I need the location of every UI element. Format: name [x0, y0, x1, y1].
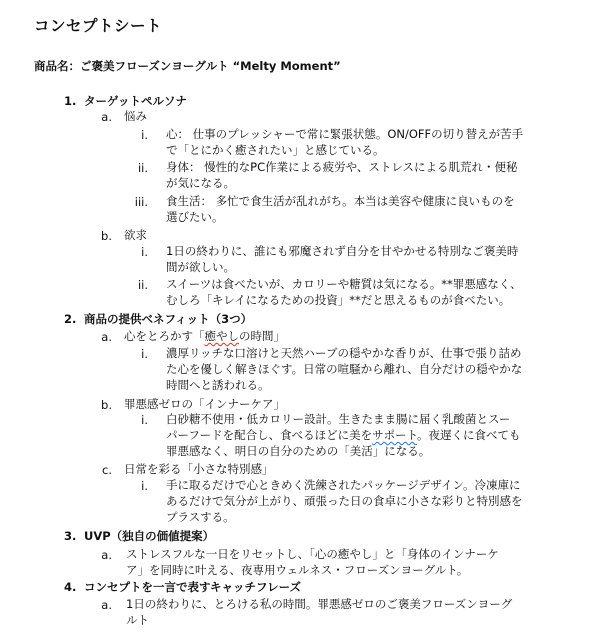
list-item-text: 時間へと誘われる。 — [166, 378, 270, 392]
list-item-text: ア」を同時に叶える、夜専用ウェルネス・フローズンヨーグルト。 — [126, 563, 469, 577]
list-marker: a. — [101, 330, 112, 344]
list-item-text: 心： 仕事のプレッシャーで常に緊張状態。ON/OFFの切り替えが苦手 — [166, 127, 524, 141]
text-run: 。夜遅くに食べても — [417, 428, 521, 442]
list-item-text: 食生活： 多忙で食生活が乱れがち。本当は美容や健康に良いものを — [166, 194, 515, 208]
section-number: 2. — [64, 312, 77, 326]
product-name-line: 商品名：ご褒美フローズンヨーグルト “Melty Moment” — [34, 59, 341, 73]
list-marker: c. — [102, 463, 112, 477]
section-title: コンセプトを一言で表すキャッチフレーズ — [84, 580, 302, 594]
subheading-benefit-inner-care: 罪悪感ゼロの「インナーケア」 — [124, 397, 285, 411]
list-item-text: 手に取るだけで心ときめく洗練されたパッケージデザイン。冷凍庫に — [166, 478, 521, 492]
list-marker: i. — [141, 479, 148, 493]
list-item-text: が気になる。 — [166, 176, 235, 190]
section-title: ターゲットペルソナ — [84, 94, 188, 108]
subheading-benefit-healing — [124, 327, 285, 345]
subheading-desires: 欲求 — [124, 228, 147, 242]
grammar-underlined-word[interactable]: サポート — [372, 428, 418, 442]
section-number: 3. — [64, 529, 77, 543]
list-item-text: 罪悪感なく、明日の自分のための「美活」になる。 — [166, 444, 431, 458]
list-item-text: た心を優しく解きほぐす。日常の喧騒から離れ、自分だけの穏やかな — [166, 362, 523, 376]
subheading-text: の時間」 — [239, 329, 285, 343]
section-4-heading — [64, 579, 301, 595]
list-marker: a. — [101, 110, 112, 124]
list-marker: ii. — [137, 278, 148, 292]
list-marker: i. — [141, 413, 148, 427]
subheading-text: 心をとろかす「 — [124, 329, 205, 343]
section-title: 商品の提供ベネフィット（3つ） — [84, 312, 253, 326]
subheading-worries: 悩み — [124, 109, 147, 123]
list-item-text: 濃厚リッチな口溶けと天然ハーブの穏やかな香りが、仕事で張り詰め — [166, 346, 522, 360]
text-run: パーフードを配合し、食べるほどに美を — [166, 428, 373, 442]
section-2-heading — [64, 311, 252, 327]
list-item-text: ルト — [126, 613, 149, 627]
list-item-text: プラスする。 — [166, 510, 235, 524]
list-item-text: ストレスフルな一日をリセットし、「心の癒やし」と「身体のインナーケ — [126, 547, 499, 561]
section-number: 1. — [64, 94, 77, 108]
list-marker: i. — [141, 245, 148, 259]
list-item-text: あるだけで気分が上がり、頑張った日の食卓に小さな彩りと特別感を — [166, 494, 523, 508]
list-marker: b. — [101, 398, 112, 412]
list-item-text: スイーツは食べたいが、カロリーや糖質は気になる。**罪悪感なく、 — [166, 277, 522, 291]
list-item-text: 1日の終わりに、とろける私の時間。罪悪感ゼロのご褒美フローズンヨーグ — [126, 597, 513, 611]
list-marker: iii. — [134, 195, 148, 209]
list-item-text: 身体： 慢性的なPC作業による疲労や、ストレスによる肌荒れ・便秘 — [166, 160, 518, 174]
subheading-benefit-special: 日常を彩る「小さな特別感」 — [124, 462, 274, 476]
list-item-text: で「とにかく癒されたい」と感じている。 — [166, 143, 385, 157]
list-item-text: むしろ「キレイになるための投資」**だと思えるものが食べたい。 — [166, 293, 511, 307]
list-marker: a. — [101, 598, 112, 612]
list-item-text: 選びたい。 — [166, 210, 224, 224]
list-marker: i. — [141, 128, 148, 142]
section-3-heading — [64, 528, 214, 544]
list-item-text: 白砂糖不使用・低カロリー設計。生きたまま腸に届く乳酸菌とスー — [166, 412, 511, 426]
list-item-text: 1日の終わりに、誰にも邪魔されず自分を甘やかせる特別なご褒美時 — [166, 244, 519, 258]
section-title: UVP（独自の価値提案） — [84, 529, 215, 543]
section-number: 4. — [64, 580, 77, 594]
list-marker: a. — [101, 548, 112, 562]
document-title: コンセプトシート — [34, 17, 163, 35]
list-marker: i. — [141, 347, 148, 361]
list-item-text: 間が欲しい。 — [166, 260, 235, 274]
spellcheck-underlined-word[interactable]: 癒やし — [204, 329, 239, 343]
list-marker: b. — [101, 229, 112, 243]
list-marker: ii. — [137, 161, 148, 175]
